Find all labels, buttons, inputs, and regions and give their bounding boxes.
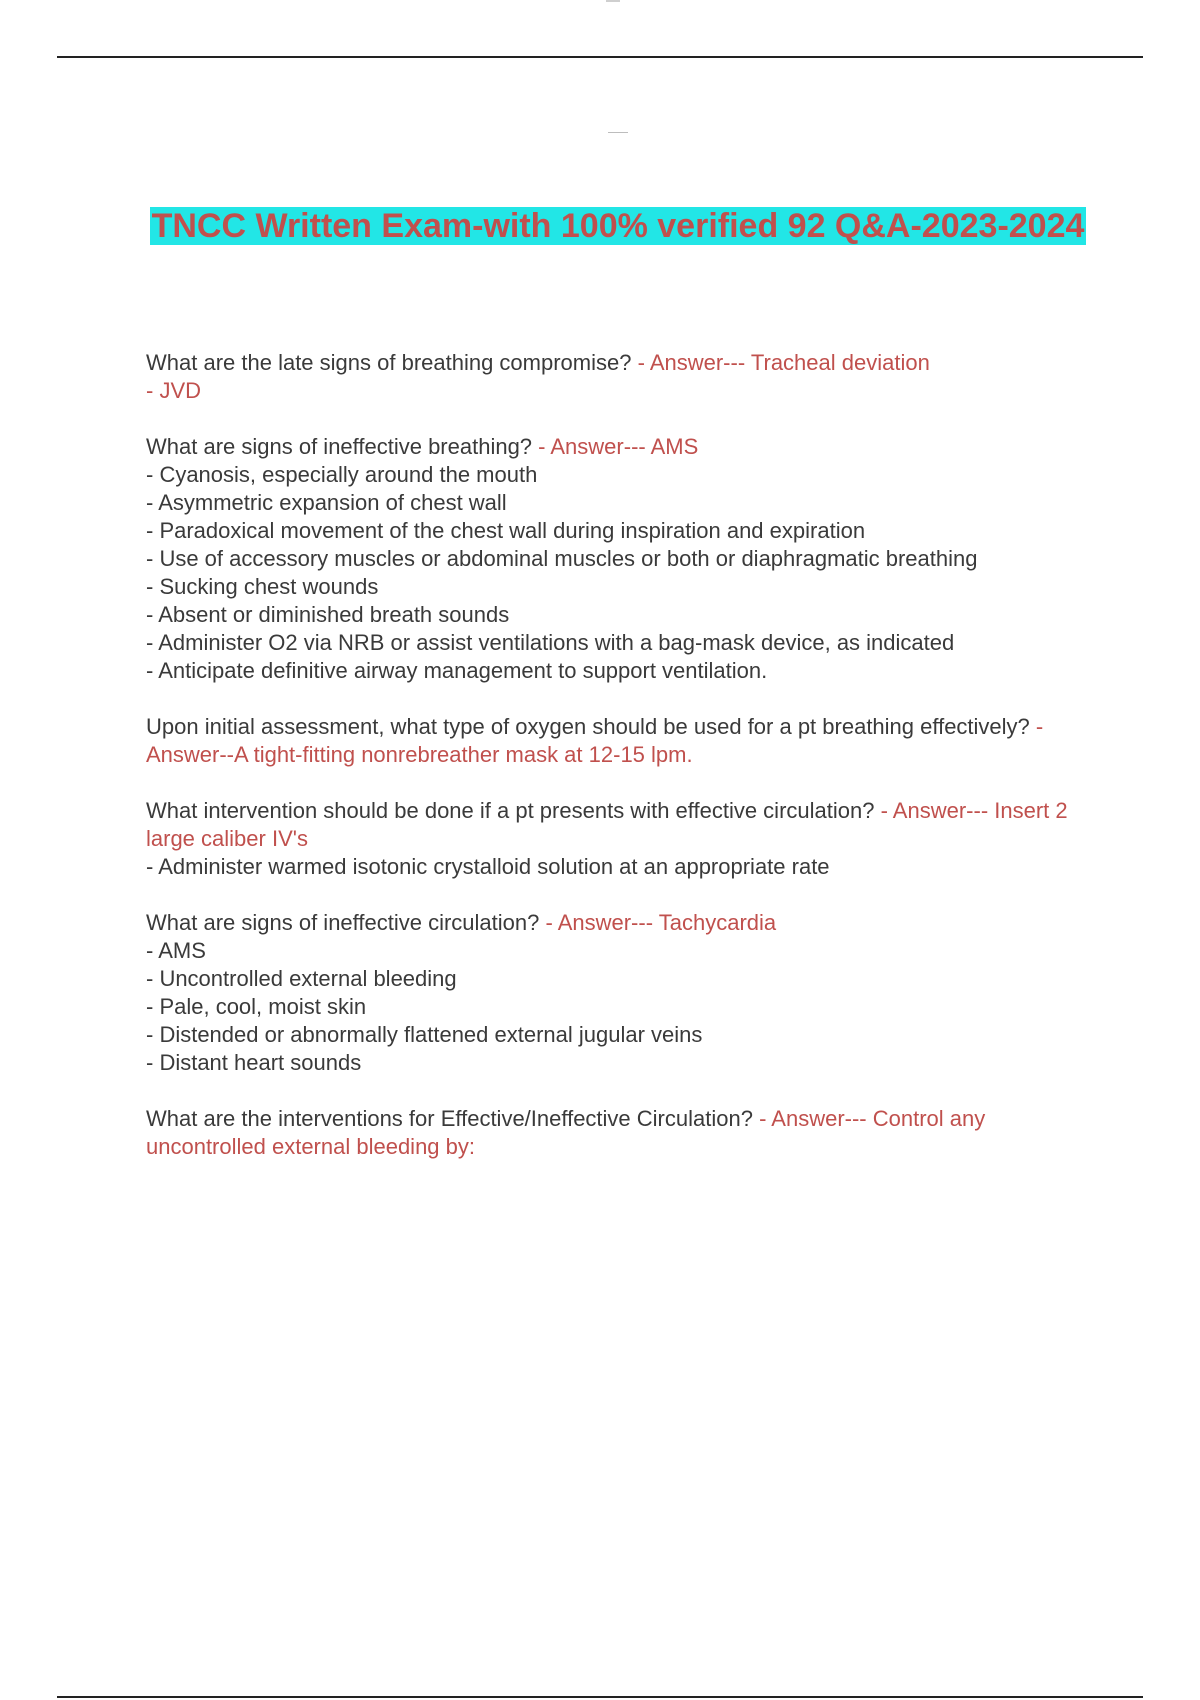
qa-item — [146, 713, 1086, 769]
question-text: What are the interventions for Effective/Ineffective Circulation? — [146, 1106, 753, 1131]
qa-list — [146, 349, 1086, 1189]
answer-list-item: - Distended or abnormally flattened external jugular veins — [146, 1022, 703, 1047]
question-text: What are signs of ineffective circulation? — [146, 910, 540, 935]
page-mark — [608, 132, 628, 133]
qa-paragraph — [146, 1105, 1086, 1161]
answer-text: - Answer--- AMS — [532, 434, 699, 459]
qa-item — [146, 909, 1086, 1077]
document-title: TNCC Written Exam-with 100% verified 92 Q&A-2023-2024 — [151, 207, 1085, 245]
qa-item — [146, 349, 1086, 405]
document-title-block — [146, 204, 1090, 248]
answer-list-item: - AMS — [146, 938, 206, 963]
top-divider — [57, 56, 1143, 58]
question-text: Upon initial assessment, what type of oxygen should be used for a pt breathing effectively? — [146, 714, 1030, 739]
question-text: What intervention should be done if a pt presents with effective circulation? — [146, 798, 875, 823]
answer-text: - Answer--- Insert 2 large caliber IV's — [146, 798, 1068, 851]
answer-list-item: - Cyanosis, especially around the mouth — [146, 462, 538, 487]
answer-list-item: - Administer warmed isotonic crystalloid solution at an appropriate rate — [146, 854, 830, 879]
answer-list-item: - Asymmetric expansion of chest wall — [146, 490, 507, 515]
qa-paragraph — [146, 713, 1086, 769]
answer-list-item: - Absent or diminished breath sounds — [146, 602, 510, 627]
answer-list-item: - Distant heart sounds — [146, 1050, 362, 1075]
question-text: What are signs of ineffective breathing? — [146, 434, 533, 459]
answer-list-item: - Administer O2 via NRB or assist ventilations with a bag-mask device, as indicated — [146, 630, 955, 655]
answer-text: - Answer--- Tracheal deviation — [631, 350, 930, 375]
qa-item — [146, 433, 1086, 685]
answer-list-item: - Sucking chest wounds — [146, 574, 379, 599]
answer-text: - Answer--- Tachycardia — [539, 910, 777, 935]
answer-list-item: - Use of accessory muscles or abdominal muscles or both or diaphragmatic breathing — [146, 546, 978, 571]
answer-list-item: - Pale, cool, moist skin — [146, 994, 367, 1019]
qa-paragraph — [146, 909, 1086, 1077]
qa-item — [146, 1105, 1086, 1161]
qa-item — [146, 797, 1086, 881]
answer-list-item: - Paradoxical movement of the chest wall during inspiration and expiration — [146, 518, 866, 543]
header-mark — [606, 0, 620, 2]
qa-paragraph — [146, 349, 1086, 405]
question-text: What are the late signs of breathing compromise? — [146, 350, 632, 375]
answer-list-item: - JVD — [146, 378, 201, 403]
qa-paragraph — [146, 433, 1086, 685]
qa-paragraph — [146, 797, 1086, 881]
answer-text: - Answer--- Control any uncontrolled external bleeding by: — [146, 1106, 986, 1159]
bottom-divider — [57, 1696, 1143, 1698]
answer-list-item: - Uncontrolled external bleeding — [146, 966, 457, 991]
answer-text: - Answer--A tight-fitting nonrebreather mask at 12-15 lpm. — [146, 714, 1044, 767]
answer-list-item: - Anticipate definitive airway management to support ventilation. — [146, 658, 768, 683]
